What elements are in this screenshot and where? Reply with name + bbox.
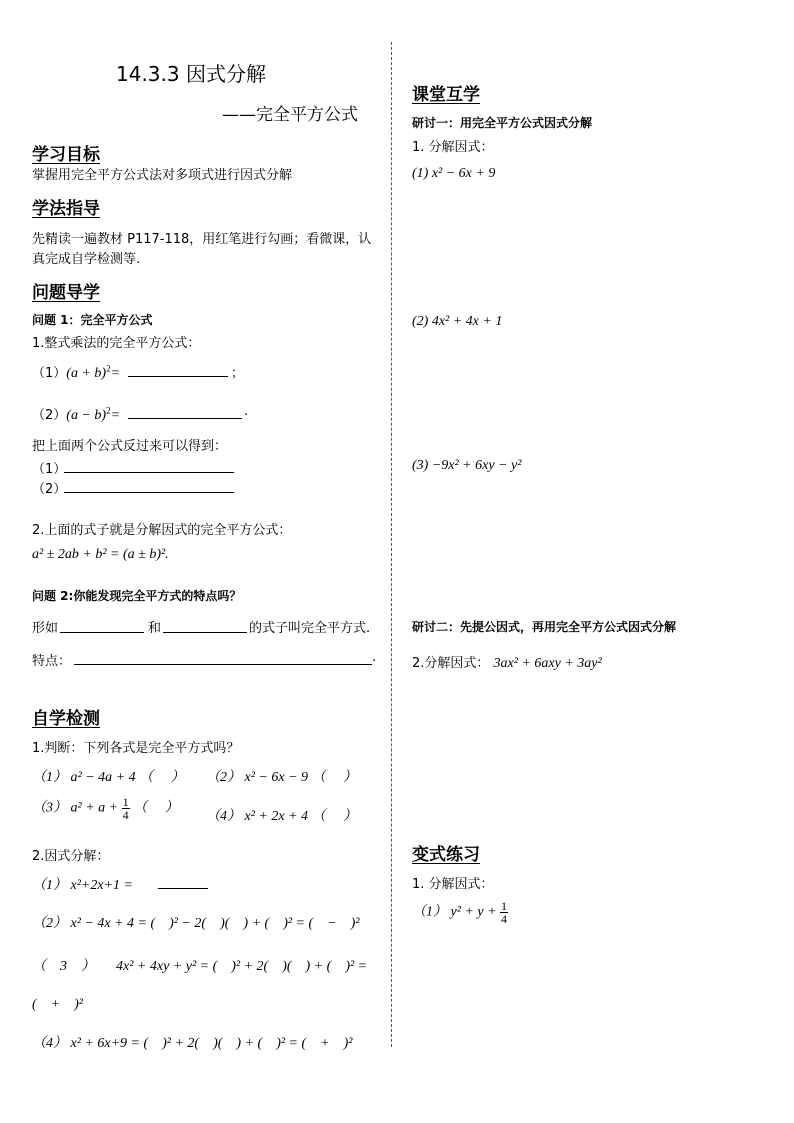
answer-blank[interactable]	[163, 632, 247, 633]
selftest-heading: 自学检测	[32, 709, 100, 729]
study1-problem-2: (2) 4x² + 4x + 1	[412, 314, 503, 329]
method-heading: 学法指导	[32, 199, 100, 219]
study2-title: 研讨二：先提公因式，再用完全平方公式因式分解	[412, 620, 677, 634]
question2-title: 问题 2:你能发现完全平方式的特点吗？	[32, 589, 242, 603]
judge-item-3	[32, 796, 179, 821]
fraction	[500, 900, 508, 925]
judge-item-2: （2） x² − 6x − 9 （ ）	[206, 770, 358, 785]
class-heading: 课堂互学	[412, 85, 480, 105]
judge-item-3-prefix: （3） a² + a +	[32, 800, 119, 816]
study1-item: 1. 分解因式：	[412, 140, 494, 155]
variant-item: 1. 分解因式：	[412, 877, 494, 892]
variant-problem-1	[412, 900, 508, 925]
factor-item-3: （ 3 ） 4x² + 4xy + y² = ( )² + 2( )( ) + ( )² =	[32, 959, 368, 974]
factor-item-4: （4） x² + 6x+9 = ( )² + 2( )( ) + ( )² = ( + )²	[32, 1036, 353, 1051]
square-sum-expr: (a + b)	[66, 366, 107, 381]
fraction-denominator: 4	[501, 912, 508, 926]
page-title: 14.3.3 因式分解	[116, 62, 266, 86]
judge-title: 1.判断：下列各式是完全平方式吗？	[32, 741, 240, 756]
form-and: 和	[148, 621, 162, 636]
guide-heading: 问题导学	[32, 283, 100, 303]
punctuation: .	[244, 404, 249, 419]
row-label: （2）	[32, 408, 67, 423]
goal-heading: 学习目标	[32, 145, 100, 165]
answer-blank[interactable]	[64, 492, 234, 493]
fraction	[122, 796, 130, 821]
fraction-numerator: 1	[122, 795, 129, 809]
answer-blank[interactable]	[158, 888, 208, 889]
form-prefix: 形如	[32, 621, 59, 636]
judge-item-3-suffix: （ ）	[133, 800, 179, 816]
question1-item2: 2.上面的式子就是分解因式的完全平方公式：	[32, 523, 292, 538]
goal-text: 掌握用完全平方公式法对多项式进行因式分解	[32, 168, 293, 183]
form-suffix: 的式子叫完全平方式.	[249, 621, 371, 636]
square-sum-row: $(1)(a + b)^2=$	[32, 363, 121, 381]
square-diff-expr: (a − b)	[66, 408, 107, 423]
method-text-line1: 先精读一遍教材 P117-118，用红笔进行勾画；看微课，认	[32, 232, 372, 247]
row-label: （1）	[32, 462, 67, 477]
answer-blank[interactable]	[60, 632, 144, 633]
study2-item: 2.分解因式：	[412, 656, 490, 671]
reverse-text: 把上面两个公式反过来可以得到：	[32, 439, 228, 454]
answer-blank[interactable]	[74, 664, 372, 665]
factor-item-2: （2） x² − 4x + 4 = ( )² − 2( )( ) + ( )² = ( − )²	[32, 916, 360, 931]
study1-title: 研讨一：用完全平方公式因式分解	[412, 116, 593, 130]
question1-title: 问题 1：完全平方公式	[32, 313, 153, 327]
study1-problem-3: (3) −9x² + 6xy − y²	[412, 458, 522, 473]
method-text-line2: 真完成自学检测等.	[32, 252, 141, 267]
study1-problem-1: (1) x² − 6x + 9	[412, 166, 496, 181]
fraction-numerator: 1	[501, 899, 508, 913]
answer-blank[interactable]	[128, 376, 228, 377]
feature-label: 特点：	[32, 654, 72, 669]
variant-problem-prefix: （1） y² + y +	[412, 904, 497, 920]
perfect-square-formula: a² ± 2ab + b² = (a ± b)².	[32, 547, 169, 562]
variant-heading: 变式练习	[412, 845, 480, 865]
punctuation: .	[372, 650, 377, 665]
study2-expr: 3ax² + 6axy + 3ay²	[493, 656, 602, 671]
column-divider	[391, 42, 392, 1047]
judge-item-1: （1） a² − 4a + 4 （ ）	[32, 770, 185, 785]
judge-item-4: （4） x² + 2x + 4 （ ）	[206, 809, 358, 824]
punctuation: ；	[231, 366, 245, 381]
square-diff-row: $(2)(a - b)^2=$	[32, 405, 121, 423]
row-label: （1）	[32, 366, 67, 381]
answer-blank[interactable]	[64, 472, 234, 473]
fraction-denominator: 4	[122, 808, 129, 822]
factor-item-1: （1） x²+2x+1 =	[32, 878, 133, 893]
page-subtitle: ——完全平方公式	[222, 105, 358, 125]
factor-title: 2.因式分解：	[32, 849, 110, 864]
row-label: （2）	[32, 482, 67, 497]
study2-row	[412, 652, 602, 672]
factor-item-3-continued: ( + )²	[32, 997, 83, 1012]
answer-blank[interactable]	[128, 418, 242, 419]
question1-item1: 1.整式乘法的完全平方公式：	[32, 336, 201, 351]
